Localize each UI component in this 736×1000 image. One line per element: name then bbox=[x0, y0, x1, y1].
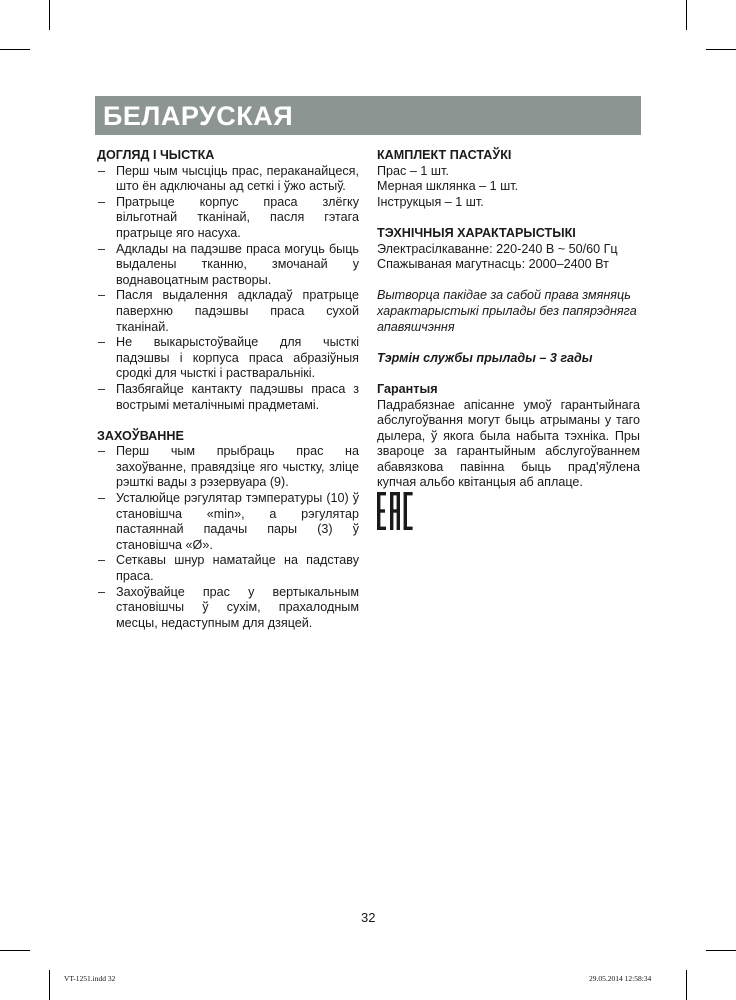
crop-mark-bottom-left-h bbox=[0, 950, 30, 951]
eac-conformity-mark-icon bbox=[377, 492, 413, 530]
list-item: – Сеткавы шнур наматайце на падставу праса. bbox=[97, 553, 359, 584]
crop-mark-bottom-left-v bbox=[49, 970, 50, 1000]
warranty-text: Падрабязнае апісанне умоў гарантыйнага абслугоўвання могут быць атрыманы у таго дылера, ў якога была набыта тэхніка. Пры звароце за гарантыйным абслугоўваннем абавязкова павінна быць прад'яўлена купчая альбо квітанцыя аб аплаце. bbox=[377, 397, 640, 490]
warranty-heading: Гарантыя bbox=[377, 381, 438, 396]
list-item: – Захоўвайце прас у вертыкальным становішчы ў сухім, прахалодным месцы, недаступным для дзяцей. bbox=[97, 585, 359, 632]
manufacturer-disclaimer: Вытворца пакідае за сабой права змяняць характарыстыкі прылады без папярэдняга апавяшчэння bbox=[377, 288, 637, 334]
list-item: – Адклады на падэшве праса могуць быць выдалены тканню, змочанай у воднавоцатным растворы. bbox=[97, 242, 359, 289]
crop-mark-bottom-right-h bbox=[706, 950, 736, 951]
right-column bbox=[377, 148, 640, 491]
kit-line: Інструкцыя – 1 шт. bbox=[377, 194, 484, 209]
page-number: 32 bbox=[361, 910, 376, 925]
list-item: – Пасля выдалення адкладаў пратрыце паверхню падэшвы праса сухой тканінай. bbox=[97, 288, 359, 335]
kit-line: Прас – 1 шт. bbox=[377, 163, 449, 178]
list-item: – Пазбягайце кантакту падэшвы праса з вострымі металічнымі прадметамі. bbox=[97, 382, 359, 413]
kit-heading: КАМПЛЕКТ ПАСТАЎКІ bbox=[377, 148, 512, 162]
crop-mark-top-left-h bbox=[0, 49, 30, 50]
storage-list bbox=[97, 444, 359, 631]
spec-line: Электрасілкаванне: 220-240 В ~ 50/60 Гц bbox=[377, 241, 618, 256]
care-list bbox=[97, 164, 359, 414]
storage-heading: ЗАХОЎВАННЕ bbox=[97, 428, 184, 443]
crop-mark-top-left-v bbox=[49, 0, 50, 30]
crop-mark-top-right-v bbox=[686, 0, 687, 30]
crop-mark-top-right-h bbox=[706, 49, 736, 50]
service-life: Тэрмін службы прылады – 3 гады bbox=[377, 350, 593, 365]
slug-date-info: 29.05.2014 12:58:34 bbox=[589, 974, 652, 983]
slug-file-info: VT-1251.indd 32 bbox=[64, 974, 116, 983]
crop-mark-bottom-right-v bbox=[686, 970, 687, 1000]
care-heading: ДОГЛЯД І ЧЫСТКА bbox=[97, 148, 215, 162]
list-item: – Усталюйце рэгулятар тэмпературы (10) ў становішча «min», а рэгулятар пастаяннай падачы пары (3) ў становішча «Ø». bbox=[97, 491, 359, 553]
list-item: – Перш чым прыбраць прас на захоўванне, правядзіце яго чыстку, зліце рэшткі вады з рэзервуара (9). bbox=[97, 444, 359, 491]
spec-line: Спажываная магутнасць: 2000–2400 Вт bbox=[377, 257, 609, 272]
left-column bbox=[97, 148, 359, 631]
language-banner bbox=[95, 96, 641, 135]
list-item: – Перш чым чысціць прас, пераканайцеся, што ён адключаны ад сеткі і ўжо астыў. bbox=[97, 164, 359, 195]
list-item: – Пратрыце корпус праса злёгку вільготнай тканінай, пасля гэтага пратрыце яго насуха. bbox=[97, 195, 359, 242]
banner-title: БЕЛАРУСКАЯ bbox=[103, 101, 294, 131]
kit-line: Мерная шклянка – 1 шт. bbox=[377, 179, 519, 194]
list-item: – Не выкарыстоўвайце для чысткі падэшвы і корпуса праса абразіўныя сродкі для чысткі і растваральнікі. bbox=[97, 335, 359, 382]
specs-heading: ТЭХНІЧНЫЯ ХАРАКТАРЫСТЫКІ bbox=[377, 225, 576, 240]
